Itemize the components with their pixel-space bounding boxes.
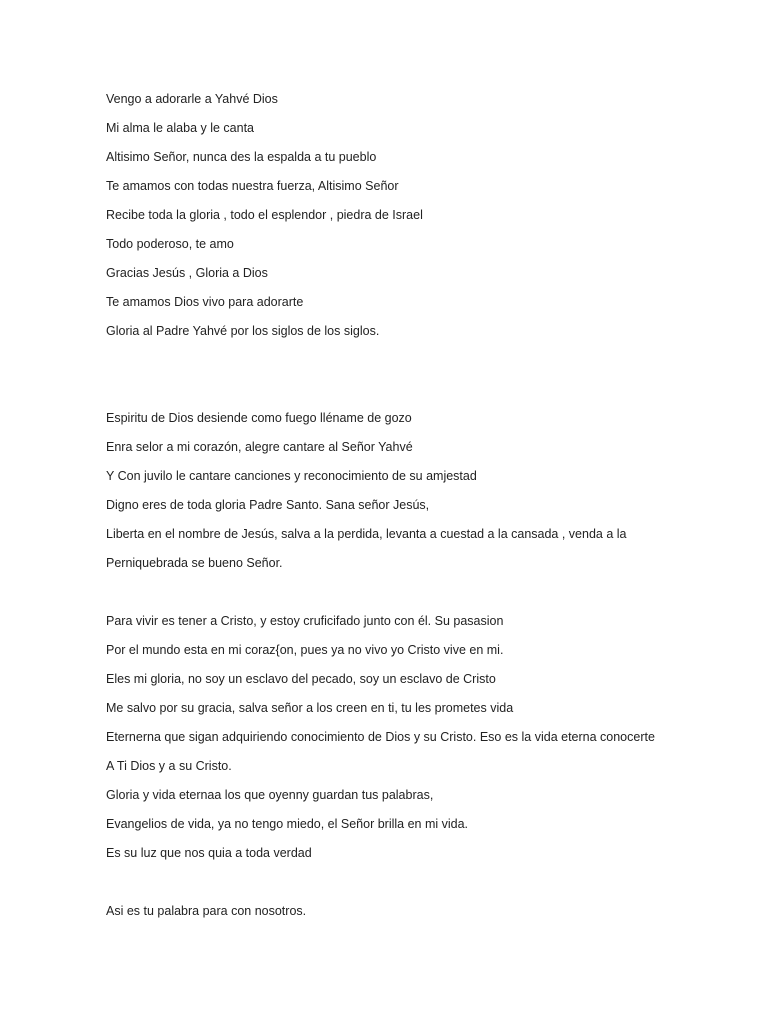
text-line: Asi es tu palabra para con nosotros. bbox=[106, 904, 307, 918]
text-line: Me salvo por su gracia, salva señor a los creen en ti, tu les prometes vida bbox=[106, 701, 514, 715]
text-line: A Ti Dios y a su Cristo. bbox=[106, 759, 232, 773]
text-line: Te amamos con todas nuestra fuerza, Altisimo Señor bbox=[106, 179, 399, 193]
paragraph-spacer bbox=[106, 872, 746, 901]
text-line: Digno eres de toda gloria Padre Santo. Sana señor Jesús, bbox=[106, 498, 430, 512]
text-line: Vengo a adorarle a Yahvé Dios bbox=[106, 92, 278, 106]
text-line: Perniquebrada se bueno Señor. bbox=[106, 556, 283, 570]
text-line: Todo poderoso, te amo bbox=[106, 237, 234, 251]
text-line: Gloria al Padre Yahvé por los siglos de los siglos. bbox=[106, 324, 380, 338]
paragraph-spacer bbox=[106, 582, 746, 611]
paragraph-spacer bbox=[106, 350, 746, 379]
document-body bbox=[106, 89, 746, 930]
text-line: Gloria y vida eternaa los que oyenny guardan tus palabras, bbox=[106, 788, 434, 802]
text-line: Es su luz que nos quia a toda verdad bbox=[106, 846, 312, 860]
text-line: Por el mundo esta en mi coraz{on, pues ya no vivo yo Cristo vive en mi. bbox=[106, 643, 504, 657]
text-line: Eternerna que sigan adquiriendo conocimiento de Dios y su Cristo. Eso es la vida eterna conocerte bbox=[106, 730, 655, 744]
text-line: Gracias Jesús , Gloria a Dios bbox=[106, 266, 268, 280]
text-line: Enra selor a mi corazón, alegre cantare al Señor Yahvé bbox=[106, 440, 413, 454]
text-line: Para vivir es tener a Cristo, y estoy cruficifado junto con él. Su pasasion bbox=[106, 614, 504, 628]
paragraph-spacer bbox=[106, 379, 746, 408]
text-line: Espiritu de Dios desiende como fuego lléname de gozo bbox=[106, 411, 412, 425]
text-line: Recibe toda la gloria , todo el esplendor , piedra de Israel bbox=[106, 208, 423, 222]
text-line: Altisimo Señor, nunca des la espalda a tu pueblo bbox=[106, 150, 377, 164]
text-line: Mi alma le alaba y le canta bbox=[106, 121, 254, 135]
text-line: Y Con juvilo le cantare canciones y reconocimiento de su amjestad bbox=[106, 469, 477, 483]
text-line: Te amamos Dios vivo para adorarte bbox=[106, 295, 304, 309]
text-line: Evangelios de vida, ya no tengo miedo, el Señor brilla en mi vida. bbox=[106, 817, 469, 831]
text-line: Eles mi gloria, no soy un esclavo del pecado, soy un esclavo de Cristo bbox=[106, 672, 496, 686]
text-line: Liberta en el nombre de Jesús, salva a la perdida, levanta a cuestad a la cansada , venda a la bbox=[106, 527, 627, 541]
